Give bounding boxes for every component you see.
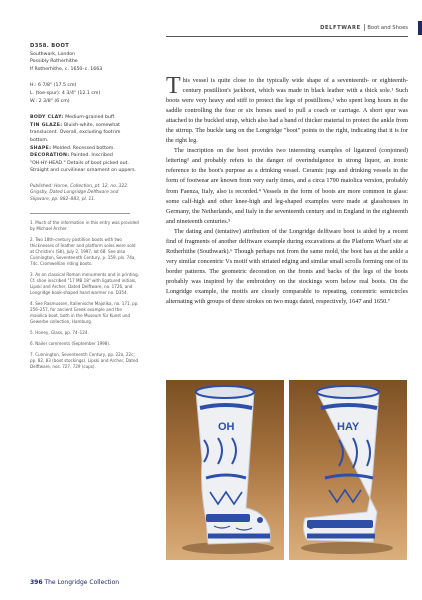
- book-title: The Longridge Collection: [44, 579, 120, 586]
- running-header: [320, 24, 408, 31]
- header-separator: [364, 24, 365, 31]
- paragraph-text: his vessel is quite close to the typically wide shape of a seventeenth- or eighteenth-century postillion's jackboot, which was made in black leather with a thick sole.¹ Such boots were very heavy and stiff to protect the legs of postillions,² who spent long hours in the saddle controlling the four or six horses used to pull a coach or carriage. A short spur was attached to the buckled strap, which also had a band of thicker material to protect the ankle from the stirrup. The buckle tang on the Longridge "boot" points to the right, indicating that it is for the right leg.: [166, 77, 408, 145]
- boot-back-inscription: HAY: [337, 421, 360, 433]
- body-clay: [30, 114, 140, 122]
- tin-glaze: [30, 122, 140, 145]
- footnote: 3. As on classical Roman monuments and in printing. Cf. shoe inscribed "17 MB 18" with ligatured initials, Lipski and Archer, Dated Delftware, no. 1726, and Longridge book-shaped hand warmer no. D354.: [30, 271, 140, 295]
- dimension-line: H.: 6 7/8" (17.5 cm): [30, 83, 77, 89]
- main-text: [166, 73, 408, 307]
- body-clay-text: Medium-grained buff.: [65, 115, 116, 121]
- page-footer: [30, 579, 119, 586]
- paragraph: The dating and (tentative) attribution of the Longridge delftware boot is aided by a recent find of fragments of another delftware example during excavations at the Platform Wharf site at Rotherhithe (Southwark).⁶ Though perhaps not from the same mold, the boot has at the ankle a very similar concentric Vs motif with striated edging and similar small scrolls forming one of its border patterns. The geometric decoration on the fronts and backs of the legs of the boots probably was inspired by the embroidery on the stockings worn below real boots. On the Longridge example, the motifs are closely comparable to repeating, concentric semicircles alternating with groups of three strokes on two mugs dated, respectively, 1647 and 1650.⁷: [166, 227, 408, 306]
- header-section: DELFTWARE: [320, 24, 361, 31]
- catalog-sidebar: [30, 43, 140, 375]
- tin-glaze-text: Bluish-white, somewhat translucent. Overall, excluding footrim bottom.: [30, 122, 121, 143]
- boot-photo-front: [166, 380, 284, 560]
- footnote: 1. Much of the information in this entry was provided by Michael Archer.: [30, 219, 139, 231]
- boot-back-illustration: [289, 380, 407, 560]
- header-subsection: Boot and Shoes: [367, 24, 408, 31]
- shape-label: SHAPE:: [30, 145, 52, 151]
- dimension-line: W.: 2 3/8" (6 cm): [30, 98, 70, 104]
- decoration-text: Painted. Inscribed "OH·HY·HEAD." Details of boot picked out. Straight and curvilinear ornament on uppers.: [30, 153, 137, 174]
- published-reference: Published: Horne, Collection, pt. 12, no. 322. Grigsby, Dated Longridge Delftware and Slipware, pp. 882–883, pl. 11.: [30, 183, 129, 202]
- body-clay-label: BODY CLAY:: [30, 115, 64, 121]
- paragraph: The inscription on the boot provides two interesting examples of ligatured (conjoined) lettering³ and probably refers to the danger of overindulgence in strong liquor, an ironic reference to the boot's purpose as a drinking vessel. Ceramic jugs and drinking vessels in the form of footwear are known from very early times, and a circa 1790 maiolica version, probably from Faenza, Italy, also is recorded.⁴ Vessels in the form of boots are more common in glass: some calf-high and other knee-high and leg-shaped examples were made at glasshouses in Germany, the Netherlands, and Italy in the seventeenth century and in England in the eighteenth and nineteenth centuries.⁵: [166, 147, 408, 225]
- footnote: 5. Honey, Glass, pp. 74–124.: [30, 329, 89, 335]
- origin-line: If Rotherhithe, c. 1650–c. 1663: [30, 66, 103, 72]
- origin-line: Southwark, London: [30, 51, 76, 57]
- page-edge-tab: [418, 21, 422, 35]
- boot-photo-back: [289, 380, 407, 560]
- dimension-line: L. (toe-spur): 4 3/4" (12.1 cm): [30, 90, 101, 96]
- origin-line: Possibly Rotherhithe: [30, 59, 78, 65]
- footnote-rule: [30, 213, 130, 214]
- page-number: 396: [30, 579, 43, 586]
- drop-cap: T: [166, 73, 181, 99]
- footnote: 2. Two 18th-century postillion boots with two thicknesses of leather and platform soles were sold at Christie's (SK), July 2, 1997, lot 68. See also Cunnington, Seventeenth Century, p. 159, pls. 74a, 74c. Cromwellian riding boots.: [30, 236, 136, 266]
- footnote: 4. See Rasmussen, Italienische Majolika, no. 171, pp. 256–257, for ancient Greek example and the maiolica boot, both in the Museum für Kunst und Gewerbe collection, Hamburg.: [30, 300, 139, 324]
- boot-front-illustration: [166, 380, 284, 560]
- paragraph: [166, 73, 408, 146]
- footnote: 6. Nailer comments (September 1998).: [30, 340, 111, 346]
- shape-text: Molded. Recessed bottom.: [52, 145, 115, 151]
- decoration-label: DECORATION:: [30, 153, 70, 159]
- catalog-number: D358. BOOT: [30, 43, 70, 49]
- footnote: 7. Cunnington, Seventeenth Century, pp. 22a, 22c; pp. 82, 83 (boot stockings). Lipski and Archer, Dated Delftware, nos. 727, 729 (cups).: [30, 351, 139, 369]
- decoration: [30, 152, 140, 175]
- boot-front-inscription: OH: [218, 421, 235, 433]
- tin-glaze-label: TIN GLAZE:: [30, 122, 63, 128]
- header-rule: [166, 36, 408, 37]
- shape: [30, 145, 140, 153]
